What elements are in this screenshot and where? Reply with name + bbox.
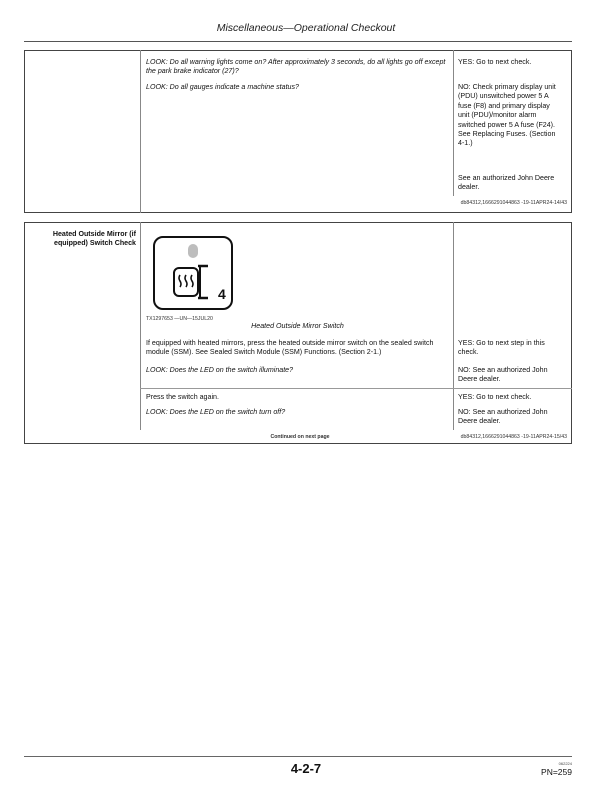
step1-look: LOOK: Does the LED on the switch illuminate? — [146, 366, 294, 374]
look-gauges: LOOK: Do all gauges indicate a machine status? — [146, 83, 299, 91]
footer-code: 062224 — [558, 761, 572, 766]
figure-caption: Heated Outside Mirror Switch — [251, 322, 344, 330]
column-divider — [453, 50, 454, 196]
page-title: Miscellaneous—Operational Checkout — [216, 22, 396, 34]
continued-note: Continued on next page — [270, 434, 330, 440]
footer-divider — [24, 756, 572, 757]
row-divider — [140, 388, 572, 389]
look-warning-lights: LOOK: Do all warning lights come on? After approximately 3 seconds, do all lights go off except the park brake indicator (27)? — [146, 58, 446, 76]
dealer-note: See an authorized John Deere dealer. — [458, 174, 555, 192]
led-indicator — [188, 244, 198, 258]
reference-code: db84312,1666291044863 -19-11APR24-15/43 — [460, 434, 567, 440]
column-divider — [140, 222, 141, 430]
column-divider — [140, 50, 141, 213]
yes-answer: YES: Go to next check. — [458, 58, 532, 66]
step2-yes: YES: Go to next check. — [458, 393, 532, 401]
pn-label: PN=259 — [541, 767, 572, 777]
header-divider — [24, 41, 572, 42]
column-divider — [453, 222, 454, 430]
step2-instruction: Press the switch again. — [146, 393, 219, 401]
step1-no: NO: See an authorized John Deere dealer. — [458, 366, 548, 384]
heated-mirror-icon — [168, 264, 216, 304]
step2-no: NO: See an authorized John Deere dealer. — [458, 408, 548, 426]
no-answer: NO: Check primary display unit (PDU) unswitched power 5 A fuse (F8) and primary display unit (PDU)/monitor alarm switched power 5 A fuse (F24). See Replacing Fuses. (Section 4-1.) — [458, 83, 556, 148]
reference-code: db84312,1666291044863 -19-11APR24-14/43 — [460, 200, 567, 206]
section-heading: Heated Outside Mirror (if equipped) Switch Check — [52, 230, 136, 248]
step1-yes: YES: Go to next step in this check. — [458, 339, 545, 357]
figure-number: 4 — [218, 286, 226, 302]
step1-instruction: If equipped with heated mirrors, press the heated outside mirror switch on the sealed switch module (SSM). See Sealed Switch Module (SSM) Functions. (Section 2-1.) — [146, 339, 434, 357]
figure-id: TX1297653 —UN—15JUL20 — [146, 316, 213, 322]
page-number: 4-2-7 — [290, 761, 322, 776]
step2-look: LOOK: Does the LED on the switch turn off? — [146, 408, 286, 416]
